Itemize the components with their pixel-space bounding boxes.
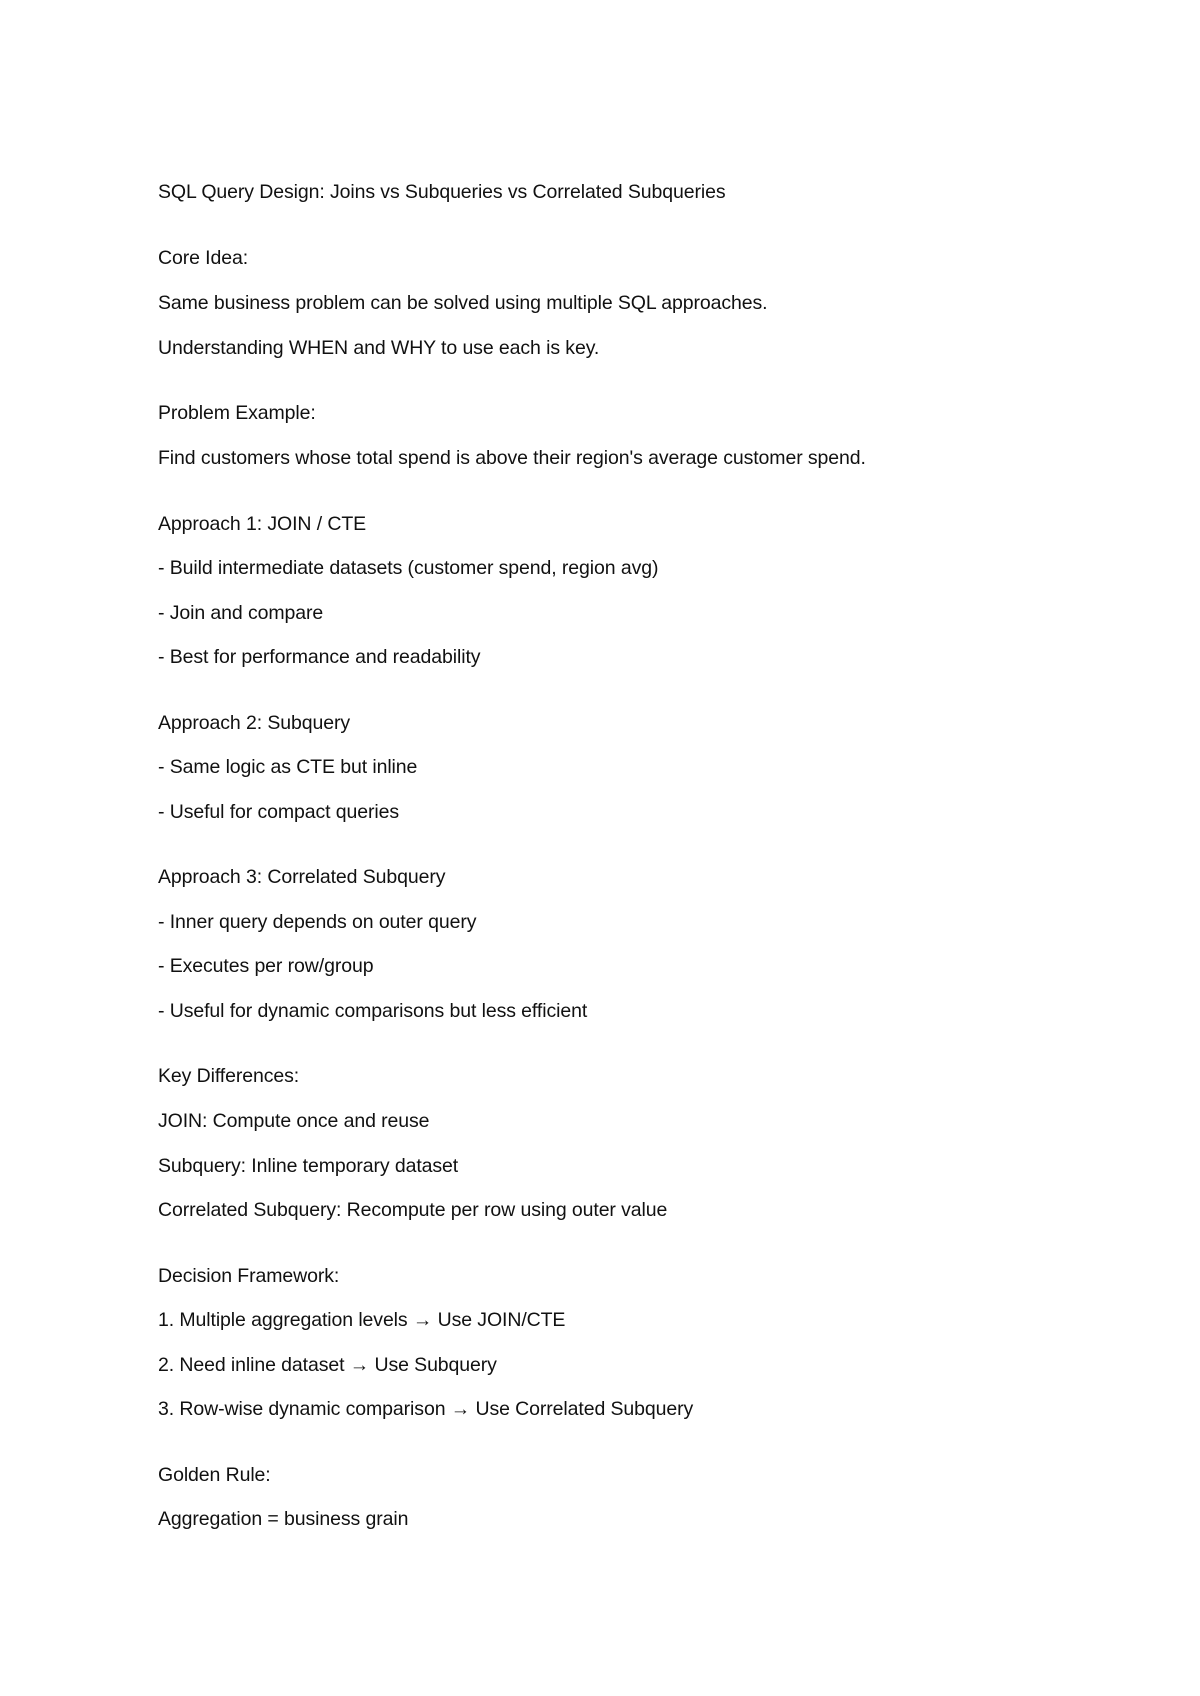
decision-framework-line: 2. Need inline dataset → Use Subquery xyxy=(158,1354,497,1376)
approach-3-bullet: - Executes per row/group xyxy=(158,955,374,977)
golden-rule-line: Aggregation = business grain xyxy=(158,1508,409,1530)
approach-1-heading: Approach 1: JOIN / CTE xyxy=(158,513,367,535)
key-differences-line: Correlated Subquery: Recompute per row using outer value xyxy=(158,1199,668,1221)
approach-3-heading: Approach 3: Correlated Subquery xyxy=(158,866,446,888)
approach-3-bullet: - Useful for dynamic comparisons but less efficient xyxy=(158,1000,588,1022)
approach-1-bullet: - Join and compare xyxy=(158,602,324,624)
document-title: SQL Query Design: Joins vs Subqueries vs Correlated Subqueries xyxy=(158,181,726,203)
golden-rule-heading: Golden Rule: xyxy=(158,1464,271,1486)
decision-framework-line: 1. Multiple aggregation levels → Use JOIN/CTE xyxy=(158,1309,566,1331)
problem-example-heading: Problem Example: xyxy=(158,402,316,424)
key-differences-line: Subquery: Inline temporary dataset xyxy=(158,1155,459,1177)
approach-2-bullet: - Same logic as CTE but inline xyxy=(158,756,418,778)
core-idea-line: Same business problem can be solved using multiple SQL approaches. xyxy=(158,292,768,314)
problem-example-line: Find customers whose total spend is above their region's average customer spend. xyxy=(158,447,866,469)
key-differences-heading: Key Differences: xyxy=(158,1065,300,1087)
core-idea-heading: Core Idea: xyxy=(158,247,249,269)
approach-1-bullet: - Build intermediate datasets (customer spend, region avg) xyxy=(158,557,659,579)
approach-1-bullet: - Best for performance and readability xyxy=(158,646,481,668)
key-differences-line: JOIN: Compute once and reuse xyxy=(158,1110,430,1132)
core-idea-line: Understanding WHEN and WHY to use each is key. xyxy=(158,337,600,359)
approach-2-bullet: - Useful for compact queries xyxy=(158,801,400,823)
approach-2-heading: Approach 2: Subquery xyxy=(158,712,351,734)
approach-3-bullet: - Inner query depends on outer query xyxy=(158,911,477,933)
decision-framework-line: 3. Row-wise dynamic comparison → Use Correlated Subquery xyxy=(158,1398,694,1420)
decision-framework-heading: Decision Framework: xyxy=(158,1265,340,1287)
